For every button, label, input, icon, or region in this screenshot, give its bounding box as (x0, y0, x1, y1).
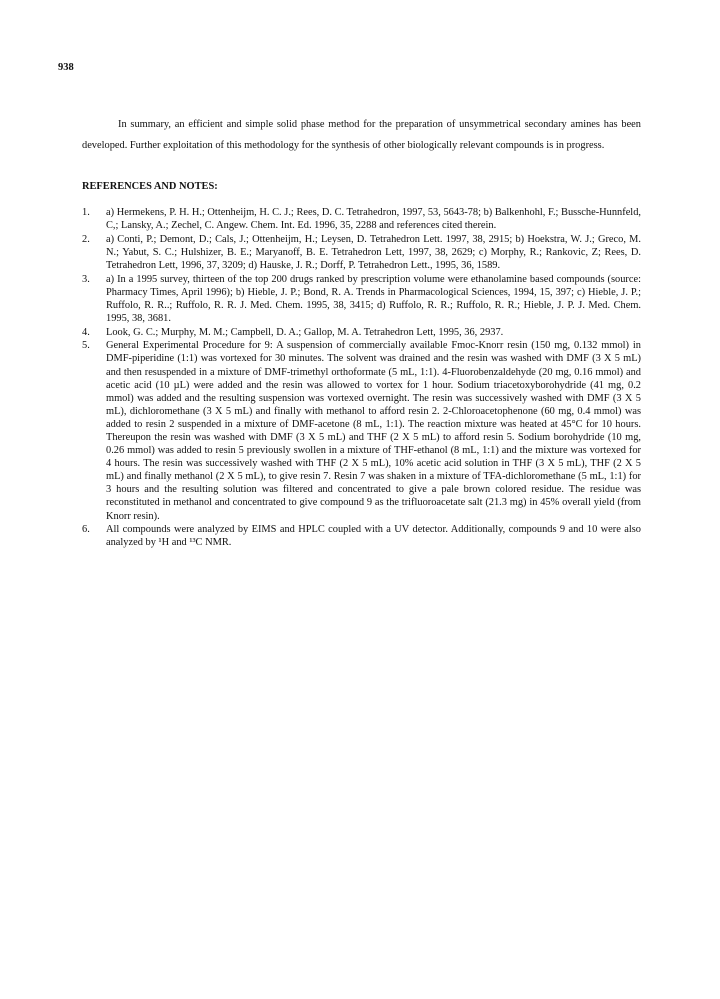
reference-text: a) In a 1995 survey, thirteen of the top 200 drugs ranked by prescription volume were ethanolamine based compounds (source: Pharmacy Times, April 1996); b) Hieble, J. P.; Bond, R. A. Trends in Pharmacological Sciences, 1994, 15, 397; c) Hieble, J. P.; Ruffolo, R. R..; Ruffolo, R. R. J. Med. Chem. 1995, 38, 3415; d) Ruffolo, R. R.; Ruffolo, R. R.; Hieble, J. P. J. Med. Chem. 1995, 38, 3681. (106, 273, 641, 324)
reference-text: General Experimental Procedure for 9: A suspension of commercially available Fmoc-Knorr resin (150 mg, 0.132 mmol) in DMF-piperidine (1:1) was vortexed for 30 minutes. The solvent was drained and the resin was washed with DMF (3 X 5 mL) and then resuspended in a mixture of DMF-trimethyl orthoformate (5 mL, 1:1). 4-Fluorobenzaldehyde (20 mg, 0.16 mmol) and acetic acid (10 µL) were added and the resin was allowed to vortex for 1 hour. Sodium triacetoxyborohydride (41 mg, 0.2 mmol) was added and the resulting suspension was vortexed overnight. The resin was successively washed with DMF (3 X 5 mL), dichloromethane (3 X 5 mL) and finally with methanol to afford resin 2. 2-Chloroacetophenone (60 mg, 0.4 mmol) was added to resin 2 suspended in a mixture of DMF-acetone (8 mL, 1:1). The reaction mixture was heated at 45°C for 10 hours. Thereupon the resin was washed with DMF (3 X 5 mL) and THF (2 X 5 mL) to afford resin 5. Sodium borohydride (10 mg, 0.26 mmol) was added to resin 5 previously swollen in a mixture of THF-ethanol (8 mL, 1:1) and the mixture was vortexed for 4 hours. The resin was successively washed with THF (2 X 5 mL), 10% acetic acid solution in THF (3 X 5 mL), THF (2 X 5 mL) and finally methanol (2 X 5 mL), to give resin 7. Resin 7 was shaken in a mixture of TFA-dichloromethane (5 mL, 1:1) for 3 hours and the resulting solution was filtered and concentrated to give a pale brown colored residue. The residue was reconstituted in methanol and concentrated to give compound 9 as the trifluoroacetate salt (21.3 mg) in 45% overall yield (from Knorr resin). (106, 340, 641, 522)
page-number: 938 (58, 62, 74, 73)
references-list (82, 206, 641, 550)
reference-item (82, 273, 641, 325)
reference-text: a) Conti, P.; Demont, D.; Cals, J.; Ottenheijm, H.; Leysen, D. Tetrahedron Lett. 1997, 38, 2915; b) Hoekstra, W. J.; Greco, M. N.; Yabut, S. C.; Hulshizer, B. E.; Maryanoff, B. E. Tetrahedron Lett, 1997, 38, 2629; c) Morphy, R.; Rankovic, Z; Rees, D. Tetrahedron Lett, 1996, 37, 3209; d) Hauske, J. R.; Dorff, P. Tetrahedron Lett., 1995, 36, 1589. (106, 233, 641, 271)
reference-item (82, 523, 641, 549)
reference-number: 5. (82, 340, 90, 352)
reference-item (82, 339, 641, 522)
reference-number: 2. (82, 233, 90, 245)
reference-number: 6. (82, 524, 90, 536)
reference-item (82, 233, 641, 272)
references-heading: REFERENCES AND NOTES: (82, 181, 218, 192)
reference-item (82, 206, 641, 232)
reference-number: 4. (82, 326, 90, 338)
summary-paragraph: In summary, an efficient and simple solid phase method for the preparation of unsymmetrical secondary amines has been developed. Further exploitation of this methodology for the synthesis of other biologically relevant compounds is in progress. (82, 119, 641, 151)
reference-item (82, 326, 641, 339)
reference-number: 3. (82, 273, 90, 285)
reference-text: Look, G. C.; Murphy, M. M.; Campbell, D. A.; Gallop, M. A. Tetrahedron Lett, 1995, 36, 2937. (106, 326, 504, 338)
reference-text: All compounds were analyzed by EIMS and HPLC coupled with a UV detector. Additionally, compounds 9 and 10 were also analyzed by ¹H and ¹³C NMR. (106, 524, 641, 549)
reference-text: a) Hermekens, P. H. H.; Ottenheijm, H. C. J.; Rees, D. C. Tetrahedron, 1997, 53, 5643-78; b) Balkenhohl, F.; Bussche-Hunnfeld, C,; Lansky, A.; Zechel, C. Angew. Chem. Int. Ed. 1996, 35, 2288 and references cited therein. (106, 207, 641, 232)
reference-number: 1. (82, 207, 90, 218)
